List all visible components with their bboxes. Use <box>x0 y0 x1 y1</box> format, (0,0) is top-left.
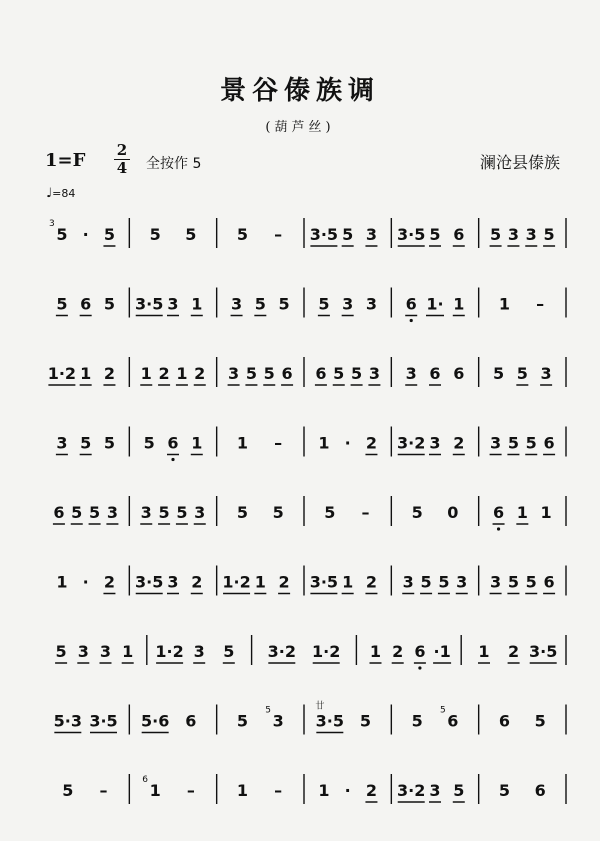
note: · <box>344 433 351 453</box>
note: 6 <box>498 711 511 731</box>
fingering-note: 全按作 5 <box>146 156 202 172</box>
note: 3·5 <box>135 294 164 314</box>
note: 5 <box>236 503 249 522</box>
note: 5 <box>333 364 345 383</box>
note: 5 <box>89 503 101 522</box>
song-title: 景谷傣族调 <box>219 76 380 106</box>
note: 1 <box>236 781 249 800</box>
note: 1 <box>369 642 382 661</box>
note: 3 <box>456 572 468 592</box>
note: 3·2 <box>397 433 426 453</box>
note: 5 <box>103 225 116 244</box>
note: 3 <box>490 433 502 453</box>
note: 2 <box>392 642 404 661</box>
note: 5 <box>236 225 249 244</box>
note: 1 <box>478 642 490 661</box>
grace-note: 5 <box>439 705 446 716</box>
low-octave-dot <box>410 319 413 322</box>
note: 5 <box>143 433 155 453</box>
note: 3·5 <box>397 225 426 244</box>
note: 2 <box>103 364 116 383</box>
note: 5 <box>534 711 546 731</box>
note: 5 <box>185 225 197 244</box>
note: 6 <box>447 711 459 731</box>
note: 3 <box>490 572 502 592</box>
note: 5 <box>62 781 74 800</box>
note: 3 <box>365 294 378 314</box>
note: 3 <box>402 572 414 592</box>
note: 3 <box>167 294 179 314</box>
note: 3·5 <box>135 572 164 592</box>
note: 5 <box>420 572 432 592</box>
note: 6 <box>185 711 197 731</box>
note: – <box>274 225 283 244</box>
note: – <box>274 433 283 453</box>
note: 1 <box>191 294 203 314</box>
note: 1 <box>516 503 528 522</box>
note: 6 <box>453 364 465 383</box>
note: 6 <box>53 503 65 522</box>
note: 3 <box>368 364 380 383</box>
note: 3 <box>405 364 417 383</box>
note: 6 <box>429 364 441 383</box>
note: 5 <box>272 503 284 522</box>
note: 2 <box>191 572 203 592</box>
note: 5 <box>490 225 502 244</box>
note: 5 <box>236 711 249 731</box>
note: 5 <box>223 642 235 661</box>
note: 5 <box>55 642 67 661</box>
note: 5 <box>453 781 465 800</box>
note: 1 <box>254 572 266 592</box>
note: 3 <box>540 364 552 383</box>
note: – <box>274 781 283 800</box>
note: 3 <box>56 433 68 453</box>
quarter-note-icon: ♩ <box>46 186 53 201</box>
note: 6 <box>281 364 293 383</box>
note: 2 <box>103 572 116 592</box>
note: 2 <box>453 433 465 453</box>
tempo-value: =84 <box>52 187 76 200</box>
note: 3 <box>365 225 378 244</box>
source-attribution: 澜沧县傣族 <box>479 153 560 172</box>
note: 1 <box>318 781 330 800</box>
note: 3·5 <box>309 572 339 592</box>
note: 5 <box>158 503 170 522</box>
time-signature-bottom: 4 <box>114 159 130 177</box>
note: 3·5 <box>315 711 345 731</box>
note: 3·2 <box>267 642 296 661</box>
note: 5 <box>351 364 363 383</box>
ornament-mark: 廿 <box>315 701 325 712</box>
note: 0 <box>447 503 459 522</box>
note: 5·3 <box>53 711 83 731</box>
note: 5 <box>176 503 188 522</box>
note: 1 <box>540 503 552 522</box>
note: 5 <box>498 781 511 800</box>
note: 1 <box>122 642 134 661</box>
note: 3 <box>342 294 354 314</box>
note: 5 <box>507 572 519 592</box>
note: 3·2 <box>397 781 426 800</box>
note: 5 <box>254 294 266 314</box>
note: 1 <box>191 433 203 453</box>
note: 5 <box>56 294 68 314</box>
note: 2 <box>365 433 378 453</box>
note: – <box>99 781 108 800</box>
note: 1 <box>453 294 465 314</box>
note: 5 <box>411 503 423 522</box>
note: 3 <box>140 503 152 522</box>
note: 1·2 <box>47 364 77 383</box>
note: 2 <box>508 642 520 661</box>
note: 3 <box>193 642 205 661</box>
note: · <box>82 225 89 244</box>
low-octave-dot <box>497 527 500 530</box>
note: 3·5 <box>529 642 558 661</box>
note: 2 <box>278 572 290 592</box>
note: 3 <box>167 572 179 592</box>
note: 1 <box>80 364 92 383</box>
note: 1 <box>498 294 511 314</box>
note: 2 <box>365 572 378 592</box>
note: 5 <box>438 572 450 592</box>
note: 6 <box>534 781 546 800</box>
note: 1 <box>176 364 188 383</box>
note: 5 <box>543 225 555 244</box>
note: 2 <box>158 364 170 383</box>
note: 6 <box>492 503 505 522</box>
note: – <box>536 294 545 314</box>
note: 5 <box>245 364 257 383</box>
note: 6 <box>414 642 426 661</box>
note: 3·5 <box>89 711 118 731</box>
note: 5 <box>278 294 290 314</box>
note: 5 <box>359 711 372 731</box>
note: 5 <box>525 572 537 592</box>
note: 1·2 <box>312 642 341 661</box>
note: 5 <box>411 711 423 731</box>
note: 5 <box>342 225 354 244</box>
note: 6 <box>453 225 465 244</box>
note: 5 <box>80 433 92 453</box>
note: 5 <box>516 364 528 383</box>
note: 3 <box>429 781 441 800</box>
note: – <box>186 781 195 800</box>
note: 5 <box>525 433 537 453</box>
note: 1 <box>140 364 152 383</box>
note: 1 <box>149 781 161 800</box>
note: 5 <box>492 364 505 383</box>
note: 2 <box>194 364 206 383</box>
key-signature: 1=F <box>45 150 86 171</box>
note: 1·2 <box>222 572 251 592</box>
note: ·1 <box>433 642 451 661</box>
note: 3 <box>429 433 441 453</box>
note: 6 <box>80 294 92 314</box>
note: 6 <box>167 433 179 453</box>
grace-note: 5 <box>265 705 272 716</box>
note: 1 <box>318 433 330 453</box>
note: 6 <box>315 364 327 383</box>
note: 3 <box>106 503 118 522</box>
note: 6 <box>543 572 555 592</box>
note: 5 <box>429 225 441 244</box>
grace-note: 3 <box>49 219 55 229</box>
note: 3 <box>194 503 206 522</box>
note: 5 <box>318 294 330 314</box>
note: 3 <box>525 225 537 244</box>
note: 3 <box>230 294 243 314</box>
note: 1·2 <box>155 642 184 661</box>
grace-note: 6 <box>142 775 149 785</box>
note: 3 <box>228 364 240 383</box>
note: 5 <box>263 364 275 383</box>
note: 3 <box>99 642 112 661</box>
note: 2 <box>365 781 378 800</box>
note: 1 <box>56 572 68 592</box>
note: 3 <box>507 225 519 244</box>
note: 1· <box>426 294 444 314</box>
note: – <box>361 503 370 522</box>
note: 5 <box>507 433 519 453</box>
note: 3 <box>272 711 284 731</box>
instrument-subtitle: (葫芦丝) <box>265 120 335 135</box>
low-octave-dot <box>171 458 174 461</box>
time-signature-top: 2 <box>116 141 128 159</box>
note: 1 <box>236 433 249 453</box>
low-octave-dot <box>418 666 421 669</box>
note: · <box>82 572 89 592</box>
note: 5 <box>71 503 83 522</box>
note: 1 <box>342 572 354 592</box>
note: 5 <box>149 225 161 244</box>
note: 3·5 <box>309 225 339 244</box>
note: 6 <box>543 433 555 453</box>
note: 5 <box>103 433 116 453</box>
note: 5·6 <box>140 711 170 731</box>
note: 5 <box>324 503 336 522</box>
note: 5 <box>56 225 68 244</box>
note: 6 <box>405 294 417 314</box>
note: · <box>344 781 351 800</box>
note: 5 <box>103 294 116 314</box>
note: 3 <box>77 642 89 661</box>
